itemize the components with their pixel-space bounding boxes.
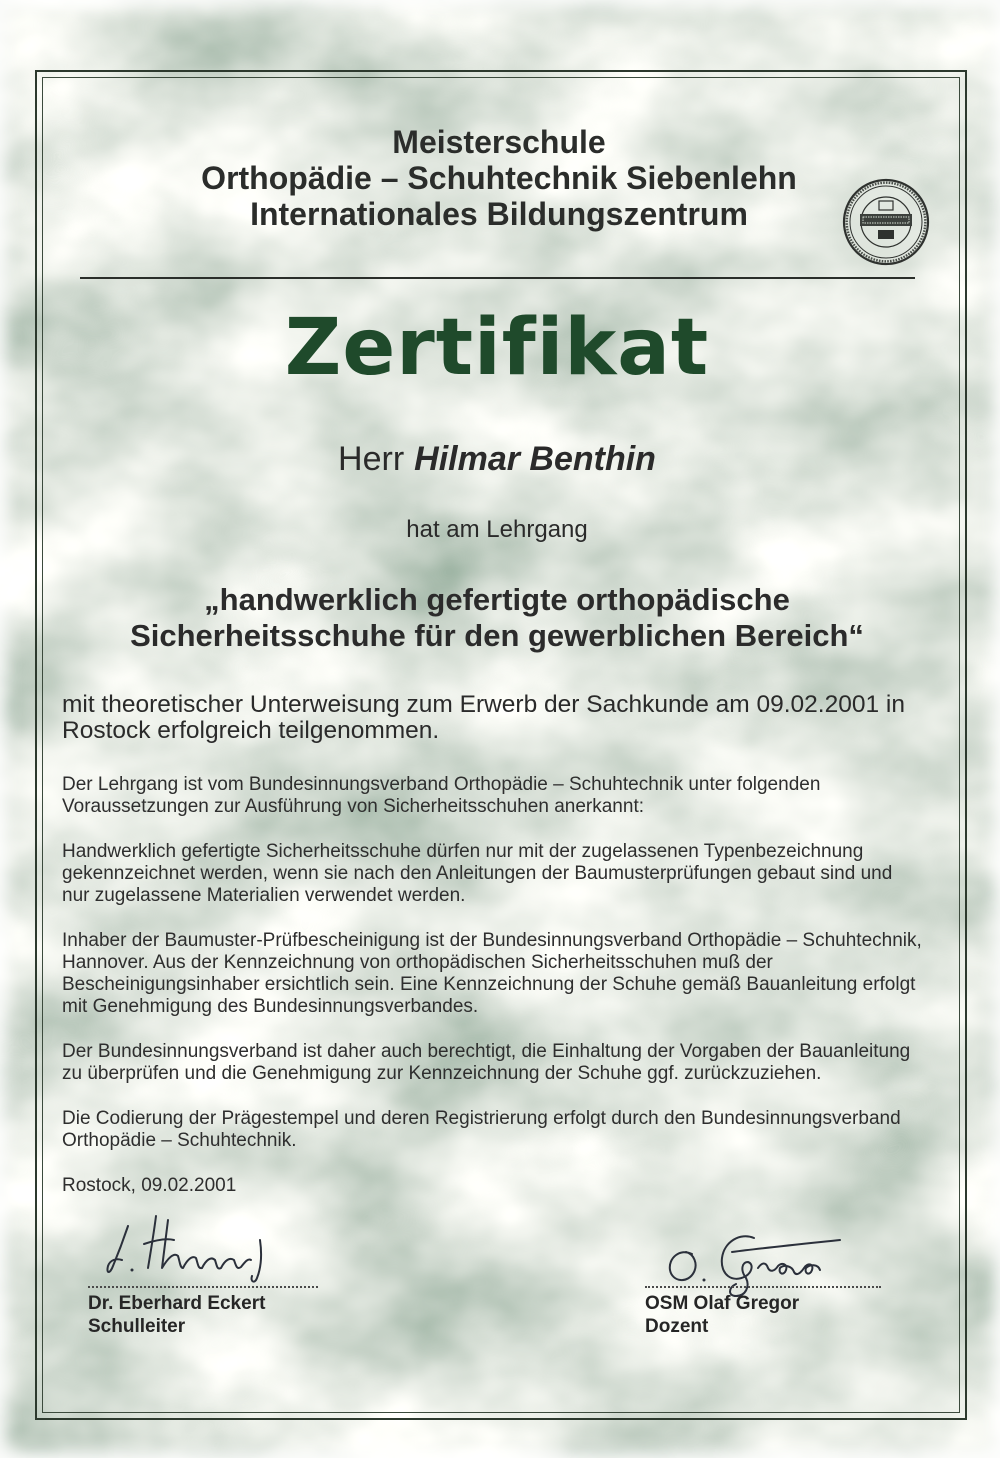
paragraph-line: Die Codierung der Prägestempel und deren Registrierung erfolgt durch den Bundesinnungsverband — [62, 1108, 901, 1129]
course-title-line: Sicherheitsschuhe für den gewerblichen Bereich“ — [130, 618, 864, 653]
paragraph-line: Orthopädie – Schuhtechnik. — [62, 1130, 297, 1151]
place-and-date: Rostock, 09.02.2001 — [62, 1175, 237, 1196]
conditions-paragraph — [62, 1041, 955, 1085]
conditions-paragraph — [62, 841, 955, 907]
header-divider — [80, 277, 915, 279]
signatory-role: Dozent — [645, 1316, 709, 1337]
completion-statement — [62, 692, 955, 744]
signature-icon — [104, 1210, 274, 1290]
paragraph-line: Der Bundesinnungsverband ist daher auch berechtigt, die Einhaltung der Vorgaben der Bauanleitung — [62, 1041, 911, 1062]
paragraph-line: Hannover. Aus der Kennzeichnung von orthopädischen Sicherheitsschuhen muß der — [62, 952, 773, 973]
certificate-title: Zertifikat — [284, 303, 710, 393]
recipient — [0, 439, 994, 479]
school-department: Orthopädie – Schuhtechnik Siebenlehn — [201, 160, 797, 196]
paragraph-line: nur zugelassene Materialien verwendet werden. — [62, 885, 466, 906]
conditions-paragraph — [62, 930, 955, 1018]
course-title-line: „handwerklich gefertigte orthopädische — [204, 582, 790, 617]
paragraph-line: gekennzeichnet werden, wenn sie nach den Anleitungen der Baumusterprüfungen gebaut sind und — [62, 863, 893, 884]
completion-line: Rostock erfolgreich teilgenommen. — [62, 717, 440, 744]
signatory-director — [88, 1292, 265, 1338]
recipient-name: Hilmar Benthin — [414, 440, 656, 478]
paragraph-line: Der Lehrgang ist vom Bundesinnungsverband Orthopädie – Schuhtechnik unter folgenden — [62, 774, 821, 795]
paragraph-line: Handwerklich gefertigte Sicherheitsschuhe dürfen nur mit der zugelassenen Typenbezeichnung — [62, 841, 864, 862]
school-seal-icon — [841, 177, 931, 267]
paragraph-line: Bescheinigungsinhaber ersichtlich sein. Eine Kennzeichnung der Schuhe gemäß Bauanleitung erfolgt — [62, 974, 916, 995]
school-name: Meisterschule — [392, 124, 606, 160]
signatory-name: OSM Olaf Gregor — [645, 1293, 800, 1314]
signatory-name: Dr. Eberhard Eckert — [88, 1293, 266, 1314]
conditions-paragraph — [62, 1108, 955, 1152]
course-intro: hat am Lehrgang — [406, 516, 588, 543]
signatory-lecturer — [645, 1292, 799, 1338]
signature-line — [645, 1286, 881, 1288]
paragraph-line: zu überprüfen und die Genehmigung zur Kennzeichnung der Schuhe ggf. zurückzuziehen. — [62, 1063, 822, 1084]
signatory-role: Schulleiter — [88, 1316, 186, 1337]
signature-line — [88, 1286, 318, 1288]
completion-line: mit theoretischer Unterweisung zum Erwerb der Sachkunde am 09.02.2001 in — [62, 691, 905, 718]
paragraph-line: Voraussetzungen zur Ausführung von Sicherheitsschuhen anerkannt: — [62, 796, 644, 817]
recipient-salutation: Herr — [338, 440, 405, 478]
paragraph-line: mit Genehmigung des Bundesinnungsverbandes. — [62, 996, 479, 1017]
conditions-paragraph — [62, 774, 955, 818]
paragraph-line: Inhaber der Baumuster-Prüfbescheinigung ist der Bundesinnungsverband Orthopädie – Schuhtechnik, — [62, 930, 922, 951]
school-subtitle: Internationales Bildungszentrum — [250, 196, 748, 232]
conditions-text — [62, 774, 955, 1220]
course-title — [0, 582, 994, 654]
